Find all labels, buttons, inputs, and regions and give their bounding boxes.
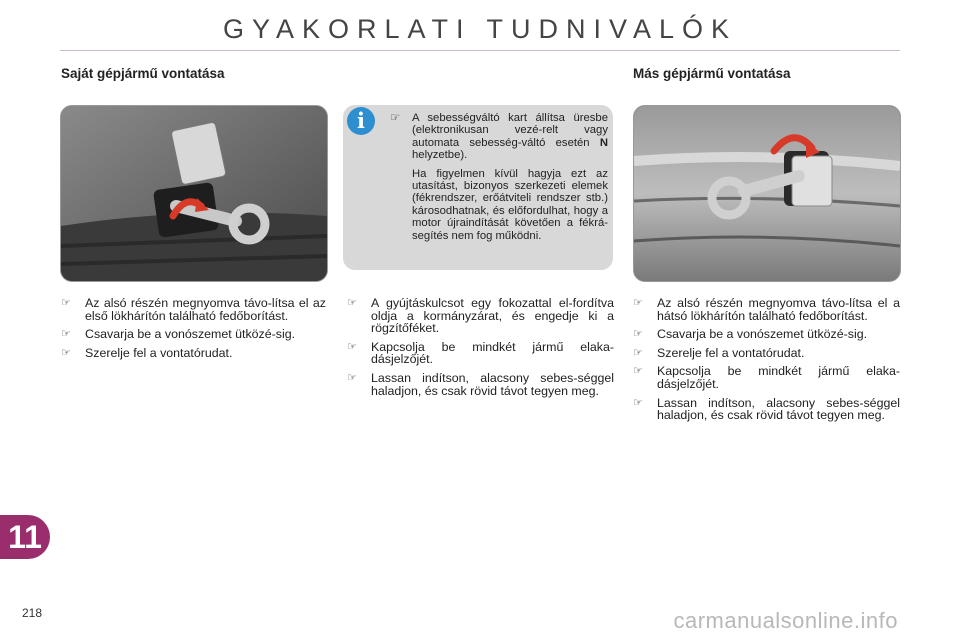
list-item: ☞ Szerelje fel a vontatórudat. [633, 345, 805, 360]
list-item: ☞ A gyújtáskulcsot egy fokozattal el-fordítva oldja a kormányzárat, és engedje ki a rögzítőféket. [347, 296, 614, 336]
page-title: GYAKORLATI TUDNIVALÓK [222, 14, 738, 44]
list-item: ☞ Kapcsolja be mindkét jármű elaka-dásjelzőjét. [633, 364, 900, 391]
list-item: ☞ Kapcsolja be mindkét jármű elaka-dásjelzőjét. [347, 339, 614, 367]
watermark: carmanualsonline.info [673, 608, 898, 633]
rear-towing-eye-photo [633, 105, 901, 282]
pointing-hand-icon: ☞ [633, 297, 643, 309]
pointing-hand-icon: ☞ [633, 346, 643, 359]
info-icon: i [347, 107, 375, 135]
pointing-hand-icon: ☞ [61, 297, 71, 309]
pointing-hand-icon: ☞ [61, 328, 71, 341]
pointing-hand-icon: ☞ [61, 346, 71, 359]
pointing-hand-icon: ☞ [633, 396, 643, 409]
list-item: ☞ Lassan indítson, alacsony sebes-séggel haladjon, és csak rövid távot tegyen meg. [347, 370, 614, 398]
info-paragraph-2: Ha figyelmen kívül hagyja ezt az utasítást, bizonyos szerkezeti elemek (fékrendszer, erőátviteli rendszer stb.) károsodhatnak, és előfordulhat, hogy a motor újraindítását követően a fékrá-segítés nem fog működni. [412, 167, 608, 242]
pointing-hand-icon: ☞ [347, 297, 357, 309]
pointing-hand-icon: ☞ [633, 365, 643, 378]
front-bumper-illustration [61, 106, 327, 281]
list-item: ☞ Csavarja be a vonószemet ütközé-sig. [633, 327, 868, 342]
list-item: ☞ Szerelje fel a vontatórudat. [61, 345, 233, 360]
rear-bumper-illustration [634, 106, 900, 281]
info-text [390, 112, 608, 248]
front-towing-eye-photo [60, 105, 328, 282]
pointing-hand-icon: ☞ [347, 371, 357, 384]
left-instructions [61, 297, 326, 365]
chapter-tab: 11 [0, 515, 50, 559]
middle-instructions [347, 297, 614, 403]
list-item: ☞ Az alsó részén megnyomva távo-lítsa el az első lökhárítón található fedőborítást. [61, 296, 326, 323]
info-paragraph-1: ☞ A sebességváltó kart állítsa üresbe (elektronikusan vezé-relt vagy automata sebesség-váltó esetén N helyzetbe). [390, 112, 608, 162]
list-item: ☞ Lassan indítson, alacsony sebes-séggel haladjon, és csak rövid távot tegyen meg. [633, 395, 900, 423]
pointing-hand-icon: ☞ [633, 328, 643, 341]
list-item: ☞ Csavarja be a vonószemet ütközé-sig. [61, 327, 296, 342]
list-item: ☞ Az alsó részén megnyomva távo-lítsa el a hátsó lökhárítón található fedőborítást. [633, 296, 900, 323]
pointing-hand-icon: ☞ [390, 112, 401, 124]
section-title-other-vehicle: Más gépjármű vontatása [633, 66, 791, 81]
right-instructions [633, 297, 900, 428]
header-divider [60, 50, 900, 51]
page-number: 218 [22, 606, 43, 620]
section-title-own-vehicle: Saját gépjármű vontatása [61, 66, 225, 81]
pointing-hand-icon: ☞ [347, 340, 357, 353]
